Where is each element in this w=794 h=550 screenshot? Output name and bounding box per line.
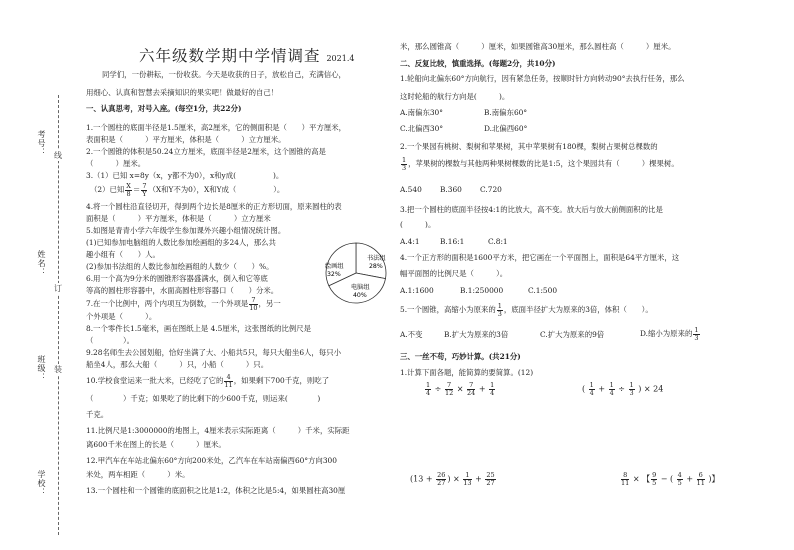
calc-expression-2: ( $\frac{1}{4}$ + $\frac{1}{4}$ ÷ $\frac{1}{3}$ ) × 24 xyxy=(582,381,664,397)
r5-line xyxy=(400,302,653,318)
label-banji: 班级： xyxy=(37,355,46,382)
q7-pre: 7.在一个比例中，两个内项互为倒数，一个外项是 xyxy=(86,299,249,308)
q8-line-b: （ ）。 xyxy=(86,336,135,345)
r6-instruction: 1.计算下面各题，能简算的要简算。(12) xyxy=(400,368,534,377)
calc-expression-1: $\frac{1}{4}$ ÷ $\frac{7}{12}$ × $\frac{7}{24}$ + $\frac{1}{4}$ xyxy=(426,381,495,397)
title-text: 六年级数学期中学情调查 xyxy=(139,47,321,65)
r3-option-b: B.16:1 xyxy=(440,237,465,246)
r2-frac-den: 3 xyxy=(402,163,407,172)
binding-margin xyxy=(6,0,64,550)
r5-option-d-text: D.缩小为原来的 xyxy=(640,329,693,338)
q3b-pre: （2）已知 xyxy=(90,185,125,194)
q10-pre: 10.学校食堂运来一批大米，已经吃了它的 xyxy=(86,376,224,385)
q3b-eq: ＝ xyxy=(132,185,141,194)
q3-line-a: 3.（1）已知 x=8y（x，y都不为0），x和y成( )。 xyxy=(86,171,284,180)
q3b-frac-2-den: Y xyxy=(142,189,147,198)
q10-line-c: 千克。 xyxy=(86,410,109,419)
intro-line-1: 同学们，一份耕耘，一份收获。今天是收获的日子，放松自己，充满信心， xyxy=(102,70,346,79)
r3-option-c: C.8:1 xyxy=(488,237,508,246)
q11-line-b: 离600千米在图上的长是（ ）厘米。 xyxy=(86,440,226,449)
q8-line-a: 8.一个零件长1.5毫米，画在图纸上是 4.5厘米，这张图纸的比例尺是 xyxy=(86,324,312,333)
interest-group-pie-chart xyxy=(318,240,394,306)
q13-continued: 米，那么圆锥高（ ）厘米，如果圆锥高30厘米，那么圆柱高（ ）厘米。 xyxy=(400,42,676,51)
q10-frac xyxy=(224,374,232,389)
r1-line-b: 这时轮船的航行方向是( )。 xyxy=(400,92,510,101)
pie-label-diannao: 电脑组 xyxy=(351,284,370,291)
q1-line-b: 表面积是（ ）平方厘米，体积是（ ）立方厘米。 xyxy=(86,135,286,144)
r1-option-a: A.南偏东30° xyxy=(400,108,443,117)
r4-line-b: 幅平面图的比例尺是（ ）。 xyxy=(400,269,508,278)
r5-option-d-frac-den: 3 xyxy=(694,333,699,342)
r2-option-a: A.540 xyxy=(400,185,422,194)
r2-frac-num: 1 xyxy=(402,155,407,164)
mark-ding: 订 xyxy=(54,284,62,293)
r2-option-c: C.720 xyxy=(480,185,502,194)
r4-option-a: A.1:1600 xyxy=(400,286,434,295)
r1-line-a: 1.轮船向北偏东60°方向航行，因有紧急任务，按顺时针方向转动90°去执行任务，那么 xyxy=(400,74,685,83)
q10-line-a xyxy=(86,373,329,389)
r1-option-d: D.北偏西60° xyxy=(484,124,528,133)
r3-option-a: A.4:1 xyxy=(400,237,420,246)
q4-line-b: 面积是（ ）平方厘米，体积是（ ）立方厘米 xyxy=(86,214,271,223)
q3b-frac-1-num: X xyxy=(126,181,131,190)
q10-frac-num: 4 xyxy=(224,374,232,382)
r5-option-d-frac-num: 1 xyxy=(694,325,699,334)
r4-option-b: B.1:250000 xyxy=(460,286,504,295)
r5-pre: 5.一个圆锥，高缩小为原来的 xyxy=(400,305,496,314)
mark-xian: 线 xyxy=(54,151,62,160)
binding-line xyxy=(58,95,59,535)
calc-expression-4: $\frac{8}{11}$ × 【 $\frac{9}{5}$ − ( $\frac{4}{5}$ + $\frac{6}{11}$ )】 xyxy=(621,471,720,487)
section-1-heading: 一、认真思考，对号入座。(每空1分，共22分) xyxy=(86,104,242,113)
q7-frac-num: 7 xyxy=(249,297,257,305)
r2-frac xyxy=(401,157,407,172)
pie-label-shufa: 书法组 xyxy=(367,255,386,262)
r5-option-d-frac xyxy=(693,327,699,342)
label-xuexiao: 学校： xyxy=(37,470,46,497)
q3b-frac-1 xyxy=(125,183,132,198)
q3b-frac-2-num: 7 xyxy=(142,181,147,190)
r5-frac-num: 1 xyxy=(497,301,502,310)
mark-zhuang: 装 xyxy=(54,365,62,374)
q3b-frac-1-den: 8 xyxy=(126,189,131,198)
q6-line-a: 6.用一个高为9分米的圆锥形容器盛满水，倒入和它等底 xyxy=(86,274,268,283)
r5-option-d xyxy=(640,326,701,342)
q9-line-b: 船坐4人，那么大船（ ）只，小船（ ）只。 xyxy=(86,360,269,369)
q11-line-a: 11.比例尺是1:3000000的地图上，4厘米表示实际距离（ ）千米，实际距 xyxy=(86,426,350,435)
r5-option-c: C.扩大为原来的9倍 xyxy=(540,330,605,339)
q5-line-d: (2)参加书法组的人数比参加绘画组的人数少（ ）%。 xyxy=(86,262,274,271)
r2-line-b xyxy=(400,156,679,172)
q12-line-a: 12.甲汽车在车站北偏东60°方向200米处，乙汽车在车站南偏西60°方向300 xyxy=(86,456,337,465)
q12-line-b: 米处，两车相距（ ）米。 xyxy=(86,470,190,479)
q7-frac-den: 10 xyxy=(249,303,258,312)
r5-option-a: A.不变 xyxy=(400,330,423,339)
q3b-post: （X和Y不为0），X和Y成（ ）。 xyxy=(148,185,285,194)
q5-line-c: 趣小组有（ ）人。 xyxy=(86,250,160,259)
q6-line-b: 等高的圆柱形容器中，水面高圆柱形容器口（ ）分米。 xyxy=(86,286,279,295)
calc-expression-3: (13 + $\frac{26}{27}$ ) × $\frac{1}{13}$ + $\frac{25}{27}$ xyxy=(410,471,495,487)
r5-frac-den: 3 xyxy=(497,309,502,318)
q10-line-b: （ ）千克；如果吃了的比剩下的少600千克，则运来( ) xyxy=(86,394,321,403)
title-date: 2021.4 xyxy=(326,54,355,63)
q7-post: ，另一 xyxy=(258,299,281,308)
pie-pct-shufa: 28% xyxy=(369,263,383,270)
q5-line-b: (1)已知参加电脑组的人数比参加绘画组的多24人，那么共 xyxy=(86,238,276,247)
r5-option-b: B.扩大为原来的3倍 xyxy=(444,330,509,339)
q2-line-a: 2.一个圆锥的体积是50.24立方厘米，底面半径是2厘米，这个圆锥的高是 xyxy=(86,147,326,156)
r5-post: ，底面半径扩大为原来的3倍，体积（ ）。 xyxy=(503,305,653,314)
r2-line-a: 2.一个果园有桃树、梨树和苹果树，其中苹果树有180棵，梨树占果树总棵数的 xyxy=(400,142,658,151)
q7-line-a xyxy=(86,296,281,312)
q3b-frac-2 xyxy=(141,183,147,198)
pie-pct-huihua: 32% xyxy=(327,271,341,278)
r3-line-b: ( )。 xyxy=(400,220,436,229)
r4-option-c: C.1:500 xyxy=(528,286,558,295)
q4-line-a: 4.将一个圆柱沿直径切开，得到两个边长是8厘米的正方形切面，原来圆柱的表 xyxy=(86,202,342,211)
q2-line-b: （ ）厘米。 xyxy=(86,159,146,168)
section-2-heading: 二、反复比较，慎重选择。(每题2分，共10分) xyxy=(400,59,556,68)
page-title xyxy=(139,44,354,66)
q7-frac xyxy=(249,297,257,312)
q9-line-a: 9.28名师生去公园划船，恰好坐满了大、小船共5只，每只大船坐6人，每只小 xyxy=(86,348,341,357)
r3-line-a: 3.把一个圆柱的底面半径按4:1的比放大，高不变。放大后与放大前侧面积的比是 xyxy=(400,205,663,214)
r2-line-b-text: ，苹果树的棵数与其他两种果树棵数的比是1:5，这个果园共有（ ）棵果树。 xyxy=(408,159,679,168)
r1-option-b: B.南偏东60° xyxy=(484,108,528,117)
r2-option-b: B.360 xyxy=(440,185,462,194)
q13-line: 13.一个圆柱和一个圆锥的底面积之比是1:2，体积之比是5:4，如果圆柱高30厘 xyxy=(86,486,346,495)
r1-option-c: C.北偏西30° xyxy=(400,124,444,133)
r4-line-a: 4.一个正方形的面积是1600平方米，把它画在一个平面图上，面积是64平方厘米，这 xyxy=(400,253,680,262)
label-xingming: 姓名： xyxy=(37,250,46,277)
label-kaohao: 考号： xyxy=(37,130,46,157)
r5-frac xyxy=(497,303,503,318)
q5-line-a: 5.如图是青青小学六年级学生参加课外兴趣小组情况统计图。 xyxy=(86,226,286,235)
pie-pct-diannao: 40% xyxy=(353,292,367,299)
intro-line-2: 用细心、认真和智慧去采摘知识的果实吧！做最好的自己！ xyxy=(86,88,279,97)
q10-frac-den: 11 xyxy=(224,380,233,389)
pie-label-huihua: 绘画组 xyxy=(325,263,344,270)
q1-line-a: 1.一个圆柱的底面半径是1.5厘米，高2厘米，它的侧面积是（ ）平方厘米， xyxy=(86,123,347,132)
q7-line-b: 个外项是（ ）。 xyxy=(86,312,157,321)
q10-post: ，如果剩下700千克，则吃了 xyxy=(233,376,330,385)
q3-line-b xyxy=(90,182,284,198)
section-3-heading: 三、一丝不苟，巧妙计算。(共21分) xyxy=(400,352,521,361)
